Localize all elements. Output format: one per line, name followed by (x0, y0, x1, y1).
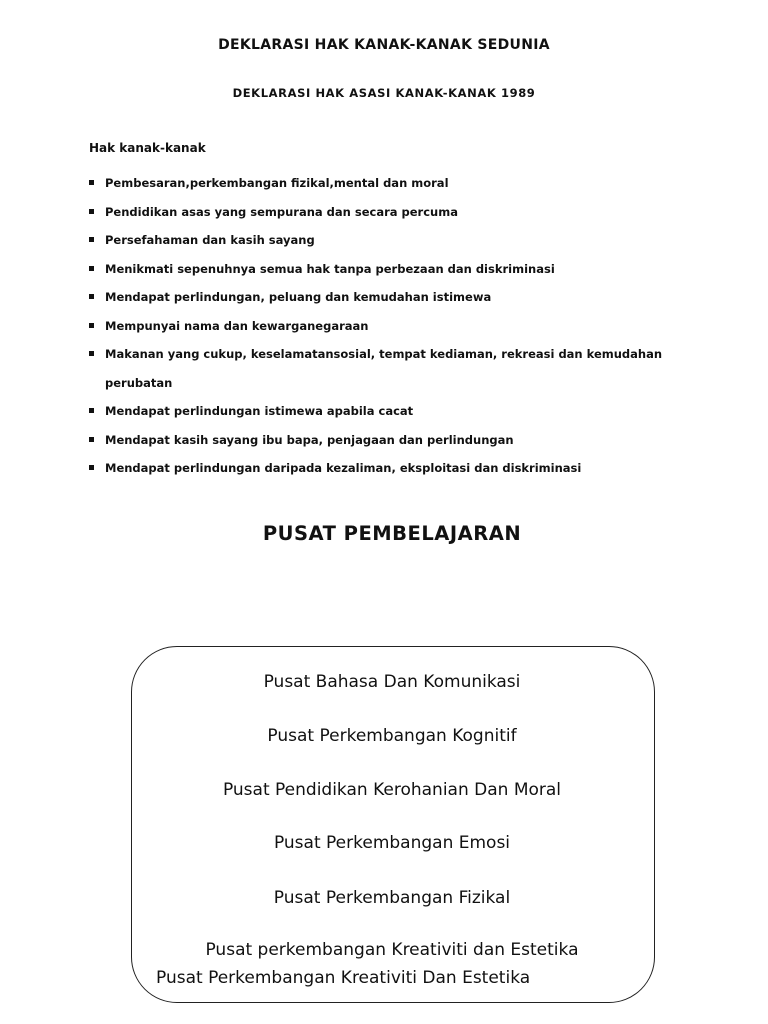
centre-item: Pusat Pendidikan Kerohanian Dan Moral (222, 780, 562, 800)
centre-item: Pusat Perkembangan Kognitif (267, 726, 517, 746)
section-heading: PUSAT PEMBELAJARAN (262, 522, 522, 545)
rights-heading: Hak kanak-kanak (89, 141, 206, 155)
list-item-text: Mendapat perlindungan istimewa apabila cacat (105, 404, 414, 418)
list-item-text: Mempunyai nama dan kewarganegaraan (105, 318, 369, 333)
list-item-text: Mendapat perlindungan daripada kezaliman, eksploitasi dan diskriminasi (105, 461, 582, 475)
list-item (89, 397, 669, 426)
list-item-text: Pembesaran,perkembangan fizikal,mental dan moral (105, 176, 449, 190)
list-item-text: Mendapat kasih sayang ibu bapa, penjagaan dan perlindungan (105, 432, 514, 447)
document-title: DEKLARASI HAK KANAK-KANAK SEDUNIA (218, 37, 550, 53)
square-bullet-icon (89, 437, 94, 442)
list-item-text: Mendapat perlindungan, peluang dan kemudahan istimewa (105, 290, 492, 304)
centre-item: Pusat Perkembangan Fizikal (273, 888, 511, 908)
centre-item: Pusat Bahasa Dan Komunikasi (263, 672, 521, 692)
centre-item-overlap: Pusat Perkembangan Kreativiti Dan Estetika (156, 968, 531, 988)
centre-item: Pusat perkembangan Kreativiti dan Estetika (205, 940, 579, 960)
square-bullet-icon (89, 237, 94, 242)
list-item-text: Pendidikan asas yang sempurana dan secara percuma (105, 204, 458, 219)
square-bullet-icon (89, 465, 94, 470)
square-bullet-icon (89, 180, 94, 185)
list-item-text: Persefahaman dan kasih sayang (105, 233, 315, 247)
list-item-text: Menikmati sepenuhnya semua hak tanpa perbezaan dan diskriminasi (105, 261, 555, 276)
square-bullet-icon (89, 323, 94, 328)
rights-list (89, 169, 669, 483)
square-bullet-icon (89, 351, 94, 356)
list-item (89, 226, 669, 255)
list-item (89, 454, 669, 483)
list-item (89, 312, 669, 341)
square-bullet-icon (89, 294, 94, 299)
square-bullet-icon (89, 408, 94, 413)
centre-item: Pusat Perkembangan Emosi (273, 833, 511, 853)
list-item (89, 283, 669, 312)
list-item (89, 340, 669, 397)
document-subtitle: DEKLARASI HAK ASASI KANAK-KANAK 1989 (232, 86, 536, 100)
square-bullet-icon (89, 209, 94, 214)
list-item (89, 169, 669, 198)
square-bullet-icon (89, 266, 94, 271)
list-item (89, 426, 669, 455)
list-item (89, 255, 669, 284)
list-item-text: Makanan yang cukup, keselamatansosial, tempat kediaman, rekreasi dan kemudahan perubatan (105, 347, 663, 390)
list-item (89, 198, 669, 227)
